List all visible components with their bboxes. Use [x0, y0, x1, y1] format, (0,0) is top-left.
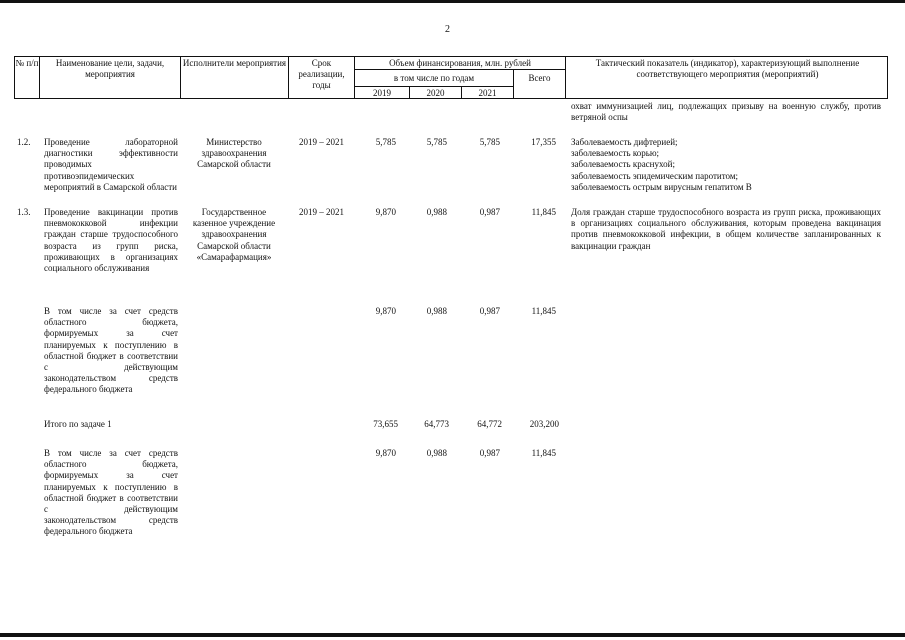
row-2019: 73,655	[373, 419, 398, 429]
page-number: 2	[445, 24, 450, 35]
col-divider	[39, 56, 40, 99]
row-executor: Государственное казенное учреждение здравоохранения Самарской области «Самарафармация»	[192, 207, 276, 262]
header-name: Наименование цели, задачи, мероприятия	[55, 58, 165, 80]
row-2020: 0,988	[426, 448, 447, 458]
row-total: 11,845	[531, 448, 556, 458]
row-2020: 0,988	[426, 306, 447, 316]
row-indicator: Доля граждан старше трудоспособного возраста из групп риска, проживающих в организациях социального обслуживания, которым проведена вакцинация против пневмококковой инфекции, в общем количестве запланированных к вакцинации граждан	[571, 207, 881, 251]
col-divider	[565, 56, 566, 99]
row-2020: 64,773	[424, 419, 449, 429]
row-total: 11,845	[531, 207, 556, 217]
header-executors: Исполнители мероприятия	[182, 58, 287, 68]
col-divider	[409, 86, 410, 99]
row-2021: 0,987	[479, 207, 500, 217]
row-name: Итого по задаче 1	[44, 419, 112, 429]
row-name: Проведение вакцинации против пневмококковой инфекции граждан старше трудоспособного возраста из групп риска, проживающих в организациях социального обслуживания	[44, 207, 178, 274]
indicator-line: заболеваемость корью;	[571, 148, 660, 159]
row-2020: 0,988	[426, 207, 447, 217]
row-indicator	[571, 137, 881, 193]
row-2019: 9,870	[375, 306, 396, 316]
row-2019: 9,870	[375, 448, 396, 458]
header-by-years: в том числе по годам	[393, 73, 475, 83]
row-term: 2019 – 2021	[299, 207, 344, 217]
row-2021: 0,987	[479, 448, 500, 458]
row-num: 1.2.	[17, 137, 31, 147]
row-total: 203,200	[529, 419, 559, 429]
row-2021: 5,785	[479, 137, 500, 147]
row-term: 2019 – 2021	[299, 137, 344, 147]
row-2021: 0,987	[479, 306, 500, 316]
row-name: В том числе за счет средств областного бюджета, формируемых за счет планируемых к поступлению в областной бюджет в соответствии с действующим законодательством средств федерального бюджета	[44, 448, 178, 537]
header-term: Срок реализации, годы	[298, 58, 345, 91]
row-name: В том числе за счет средств областного бюджета, формируемых за счет планируемых к поступлению в областной бюджет в соответствии с действующим законодательством средств федерального бюджета	[44, 306, 178, 395]
col-divider	[180, 56, 181, 99]
row-total: 11,845	[531, 306, 556, 316]
indicator-line: заболеваемость эпидемическим паротитом;	[571, 170, 739, 181]
indicator-line: Заболеваемость дифтерией;	[571, 137, 678, 147]
indicator-line: заболеваемость острым вирусным гепатитом В	[571, 181, 752, 192]
row-name: Проведение лабораторной диагностики эффективности проводимых противоэпидемических мероприятий в Самарской области	[44, 137, 178, 192]
header-total: Всего	[528, 73, 551, 83]
indicator-line: заболеваемость краснухой;	[571, 159, 675, 170]
col-divider	[354, 56, 355, 99]
row-num: 1.3.	[17, 207, 31, 217]
indicator-carry-over: охват иммунизацией лиц, подлежащих призыву на военную службу, против ветряной оспы	[571, 101, 881, 123]
col-divider	[461, 86, 462, 99]
header-num: № п/п	[15, 58, 39, 68]
row-2020: 5,785	[426, 137, 447, 147]
row-2019: 9,870	[375, 207, 396, 217]
header-funding: Объем финансирования, млн. рублей	[389, 58, 531, 68]
header-year-2019: 2019	[373, 88, 391, 98]
header-year-2021: 2021	[478, 88, 497, 98]
row-2021: 64,772	[477, 419, 502, 429]
col-divider	[288, 56, 289, 99]
header-top-border	[14, 56, 888, 57]
header-indicator: Тактический показатель (индикатор), характеризующий выполнение соответствующего мероприятия (мероприятий)	[595, 58, 860, 80]
page-bottom-rule	[0, 633, 905, 637]
row-executor: Министерство здравоохранения Самарской области	[197, 137, 271, 170]
row-total: 17,355	[531, 137, 556, 147]
header-year-2020: 2020	[426, 88, 445, 98]
row-divider	[354, 86, 513, 87]
page-top-rule	[0, 0, 905, 3]
header-right-border	[887, 56, 888, 99]
col-divider	[513, 69, 514, 99]
row-2019: 5,785	[375, 137, 396, 147]
